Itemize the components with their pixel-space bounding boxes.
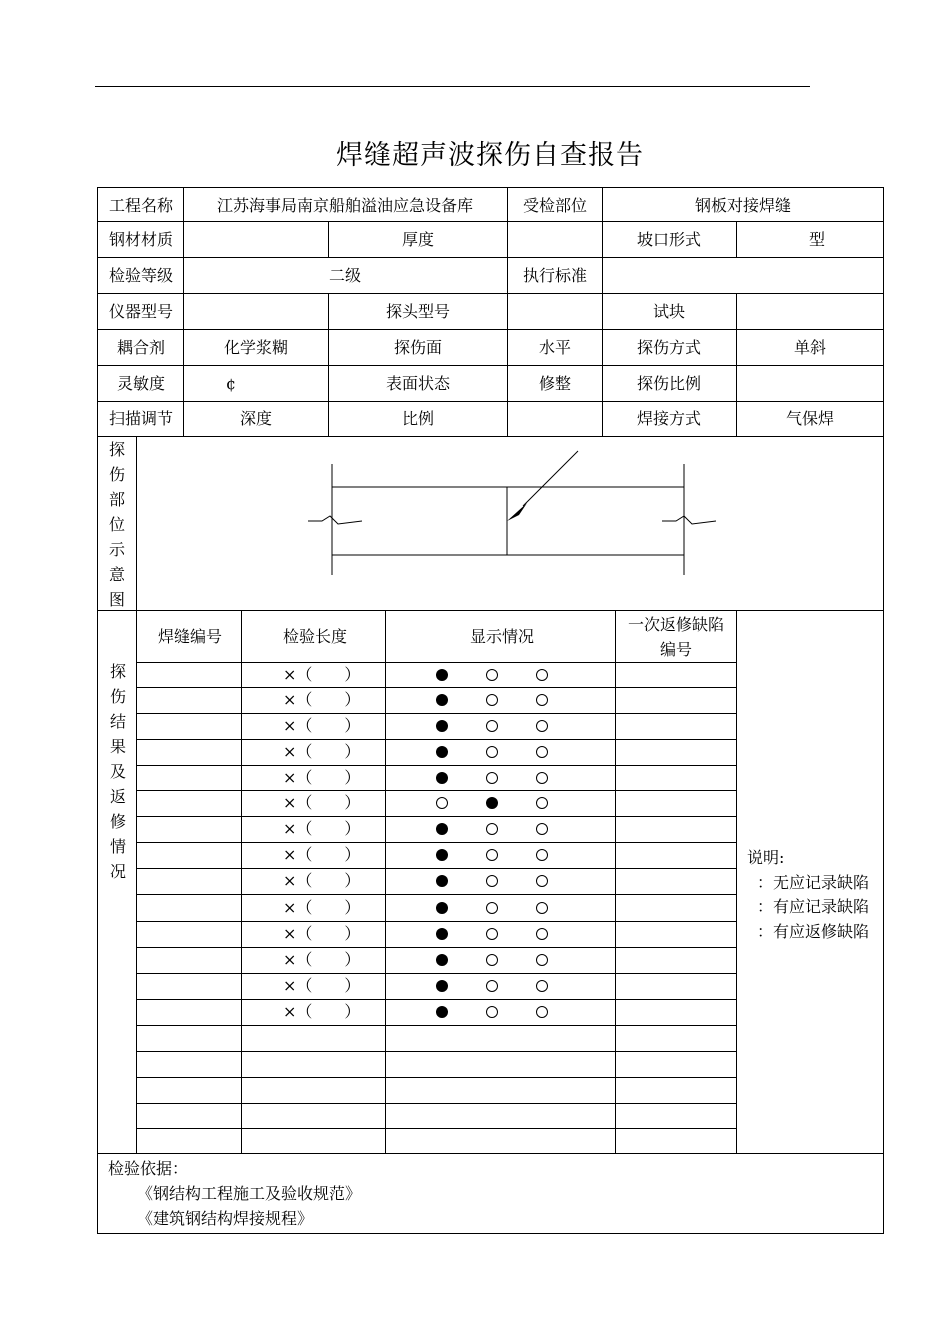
length-cell: ×（ ） [283,819,361,838]
filled-circle-icon [436,1006,448,1018]
open-circle-icon [486,823,498,835]
vertical-char: 结 [109,712,126,731]
welding-label: 焊接方式 [636,409,702,428]
length-cell: ×（ ） [283,716,361,735]
grid-line-h [136,765,736,766]
grid-line-v [385,610,386,1153]
break-mark-left [308,516,362,524]
material-label: 钢材材质 [108,230,174,249]
open-circle-icon [536,694,548,706]
grid-line-h [136,739,736,740]
vertical-char: 伤 [108,465,125,484]
open-circle-icon [536,823,548,835]
grid-line-v [136,610,137,1153]
grid-line-h [136,1025,736,1026]
grid-line-h [136,947,736,948]
instrument-label: 仪器型号 [108,302,174,321]
open-circle-icon [486,875,498,887]
grid-line-v [241,610,242,1153]
filled-circle-icon [436,875,448,887]
probe-arrow-head [507,503,527,521]
col-length: 检验长度 [282,627,348,646]
grid-line-h [136,662,736,663]
filled-circle-icon [436,928,448,940]
open-circle-icon [536,980,548,992]
report-form [97,187,884,1234]
test-block-label: 试块 [652,302,686,321]
open-circle-icon [536,772,548,784]
grid-line-h [136,973,736,974]
open-circle-icon [486,669,498,681]
inspected-part-label: 受检部位 [522,196,588,215]
grid-line-h [136,790,736,791]
open-circle-icon [486,928,498,940]
vertical-char: 探 [108,440,125,459]
probe-beam-line [523,451,578,506]
open-circle-icon [486,1006,498,1018]
filled-circle-icon [436,823,448,835]
length-cell: ×（ ） [283,793,361,812]
project-value: 江苏海事局南京船舶溢油应急设备库 [216,196,474,215]
inspected-part-value: 钢板对接焊缝 [694,196,792,215]
filled-circle-icon [436,954,448,966]
scan-adjust-label: 扫描调节 [108,409,174,428]
sensitivity-value: ¢ [225,374,237,393]
filled-circle-icon [436,694,448,706]
basis-label: 检验依据： [108,1159,189,1178]
open-circle-icon [536,746,548,758]
filled-circle-icon [436,980,448,992]
vertical-char: 返 [109,787,126,806]
grid-line-h [136,1051,736,1052]
length-cell: ×（ ） [283,1002,361,1021]
length-cell: ×（ ） [283,871,361,890]
grid-line-h [136,687,736,688]
grid-line-h [136,842,736,843]
couplant-label: 耦合剂 [116,338,166,357]
ratio-label: 探伤比例 [636,374,702,393]
grid-line-h [136,713,736,714]
vertical-char: 部 [108,490,125,509]
open-circle-icon [486,746,498,758]
grid-line-v [736,610,737,1153]
open-circle-icon [536,954,548,966]
open-circle-icon [486,694,498,706]
vertical-char: 探 [109,662,126,681]
open-circle-icon [486,720,498,732]
surface-value: 修整 [538,374,572,393]
thickness-label: 厚度 [401,230,435,249]
welding-value: 气保焊 [785,409,835,428]
depth-label: 深度 [239,409,273,428]
open-circle-icon [436,797,448,809]
open-circle-icon [536,1006,548,1018]
length-cell: ×（ ） [283,767,361,787]
open-circle-icon [536,928,548,940]
open-circle-icon [486,980,498,992]
vertical-char: 果 [109,737,126,756]
grid-line-h [136,921,736,922]
open-circle-icon [536,902,548,914]
grid-line-h [136,816,736,817]
grid-line-h [136,894,736,895]
scale-label: 比例 [401,409,435,428]
filled-circle-icon [436,746,448,758]
report-title: 焊缝超声波探伤自查报告 [336,140,644,171]
vertical-char: 伤 [109,687,126,706]
length-cell: ×（ ） [283,664,361,684]
couplant-value: 化学浆糊 [223,338,289,357]
vertical-char: 修 [109,812,126,831]
open-circle-icon [486,849,498,861]
standard-label: 执行标准 [522,266,588,285]
filled-circle-icon [436,772,448,784]
method-value: 单斜 [793,338,827,357]
scan-surface-value: 水平 [538,338,572,357]
method-label: 探伤方式 [636,338,702,357]
col-weld-no: 焊缝编号 [157,627,223,646]
grid-line-v [615,610,616,1153]
length-cell: ×（ ） [283,742,361,761]
col-repair: 一次返修缺陷编号 [627,615,724,659]
legend-item-none: ：无应记录缺陷 [757,873,870,892]
grade-value: 二级 [328,266,362,285]
grade-label: 检验等级 [108,266,174,285]
open-circle-icon [536,797,548,809]
break-mark-right [662,516,716,524]
open-circle-icon [536,720,548,732]
grid-line-h [136,1103,736,1104]
vertical-char: 意 [108,565,125,584]
results-side-label [108,659,128,884]
header-rule [95,86,810,87]
grid-line-h [98,1153,883,1154]
vertical-char: 情 [109,837,126,856]
open-circle-icon [536,849,548,861]
groove-value: 型 [808,230,826,249]
groove-label: 坡口形式 [636,230,702,249]
grid-line-h [136,1077,736,1078]
grid-line-h [136,868,736,869]
vertical-char: 位 [108,515,125,534]
length-cell: ×（ ） [283,845,361,864]
legend-title: 说明: [747,848,785,867]
scan-surface-label: 探伤面 [393,338,443,357]
legend-item-record: ：有应记录缺陷 [757,897,870,916]
open-circle-icon [536,875,548,887]
open-circle-icon [486,954,498,966]
filled-circle-icon [436,902,448,914]
open-circle-icon [536,669,548,681]
grid-line-h [136,999,736,1000]
length-cell: ×（ ） [283,897,361,917]
filled-circle-icon [486,797,498,809]
surface-label: 表面状态 [385,374,451,393]
length-cell: ×（ ） [283,950,361,969]
project-label: 工程名称 [108,196,174,215]
col-display: 显示情况 [469,627,535,646]
length-cell: ×（ ） [283,690,361,709]
open-circle-icon [486,772,498,784]
probe-label: 探头型号 [385,302,451,321]
legend-item-repair: ：有应返修缺陷 [757,922,870,941]
filled-circle-icon [436,849,448,861]
vertical-char: 示 [108,540,125,559]
length-cell: ×（ ） [283,976,361,995]
sensitivity-label: 灵敏度 [116,374,166,393]
vertical-char: 图 [108,590,125,609]
vertical-char: 况 [109,862,126,881]
length-cell: ×（ ） [283,924,361,943]
weld-diagram [98,188,885,618]
grid-line-h [136,1128,736,1129]
vertical-char: 及 [109,762,126,781]
basis-item: 《钢结构工程施工及验收规范》 [137,1184,362,1203]
filled-circle-icon [436,720,448,732]
open-circle-icon [486,902,498,914]
filled-circle-icon [436,669,448,681]
basis-item: 《建筑钢结构焊接规程》 [137,1209,314,1228]
